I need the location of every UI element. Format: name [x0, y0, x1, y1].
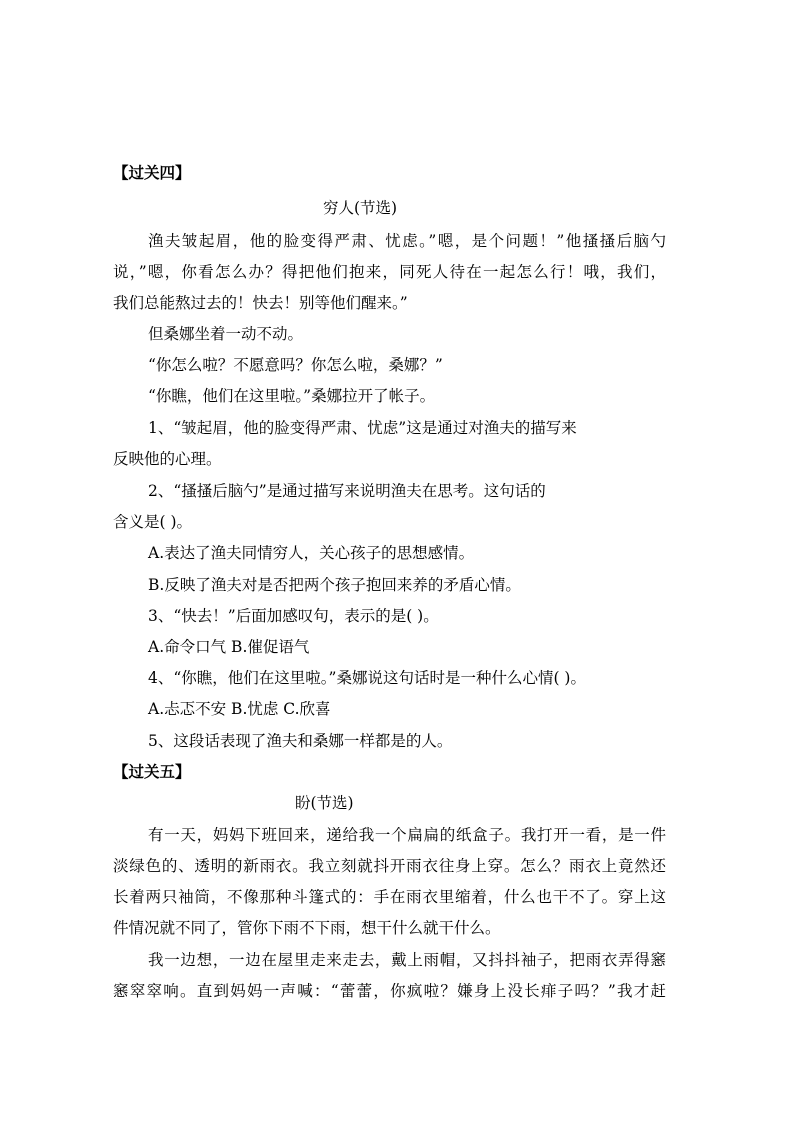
paragraph-line: 渔夫皱起眉，他的脸变得严肃、忧虑。”嗯，是个问题！”他搔搔后脑勺: [148, 232, 666, 250]
paragraph-line: “你瞧，他们在这里啦。”桑娜拉开了帐子。: [148, 387, 436, 405]
paragraph-line: 说，”嗯，你看怎么办？得把他们抱来，同死人待在一起怎么行！哦，我们，: [113, 263, 666, 281]
question-2-cont: 含义是( )。: [113, 513, 193, 531]
paragraph-line: 淡绿色的、透明的新雨衣。我立刻就抖开雨衣往身上穿。怎么？雨衣上竟然还: [113, 857, 666, 875]
passage-title: 盼(节选): [295, 794, 354, 812]
paragraph-line: 长着两只袖筒，不像那种斗篷式的：手在雨衣里缩着，什么也干不了。穿上这: [113, 888, 666, 906]
paragraph-line: 我们总能熬过去的！快去！别等他们醒来。”: [113, 294, 408, 312]
passage-title: 穷人(节选): [323, 199, 398, 217]
paragraph-line: 窸窣窣响。直到妈妈一声喊：“蕾蕾，你疯啦？嫌身上没长痱子吗？”我才赶: [113, 982, 666, 1000]
option-line: A.忐忑不安 B.忧虑 C.欣喜: [148, 700, 331, 718]
paragraph-line: 件情况就不同了，管你下雨不下雨，想干什么就干什么。: [113, 919, 501, 937]
option-line: B.反映了渔夫对是否把两个孩子抱回来养的矛盾心情。: [148, 576, 521, 594]
question-4: 4、“你瞧，他们在这里啦。”桑娜说这句话时是一种什么心情( )。: [148, 669, 586, 687]
question-1: 1、“皱起眉，他的脸变得严肃、忧虑”这是通过对渔夫的描写来: [148, 419, 577, 437]
question-1-cont: 反映他的心理。: [113, 450, 222, 468]
option-line: A.表达了渔夫同情穷人，关心孩子的思想感情。: [148, 544, 475, 562]
section-heading: 【过关五】: [113, 762, 191, 781]
question-3: 3、“快去！”后面加感叹句，表示的是( )。: [148, 607, 439, 625]
paragraph-line: “你怎么啦？不愿意吗？你怎么啦，桑娜？”: [148, 356, 443, 374]
option-line: A.命令口气 B.催促语气: [148, 638, 310, 656]
paragraph-line: 但桑娜坐着一动不动。: [148, 325, 304, 343]
question-5: 5、这段话表现了渔夫和桑娜一样都是的人。: [148, 732, 453, 750]
paragraph-line: 有一天，妈妈下班回来，递给我一个扁扁的纸盒子。我打开一看，是一件: [148, 826, 666, 844]
question-2: 2、“搔搔后脑勺”是通过描写来说明渔夫在思考。这句话的: [148, 482, 546, 500]
section-heading: 【过关四】: [113, 163, 191, 182]
paragraph-line: 我一边想，一边在屋里走来走去，戴上雨帽，又抖抖袖子，把雨衣弄得窸: [148, 951, 666, 969]
